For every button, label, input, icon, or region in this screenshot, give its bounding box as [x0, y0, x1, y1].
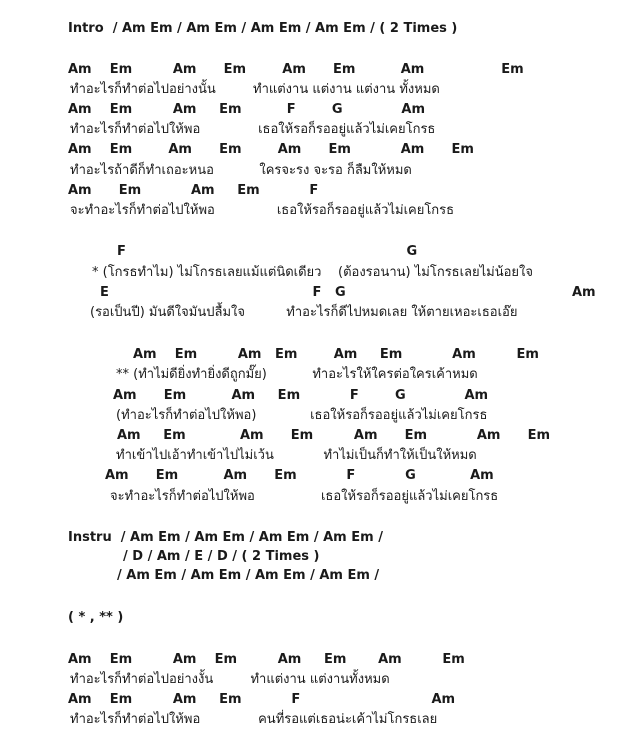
instru-line-2: / D / Am / E / D / ( 2 Times ) [123, 549, 320, 564]
repeat-marker: ( * , ** ) [68, 610, 124, 625]
outro-lyrics-2: ทำอะไรก็ทำต่อไปให้พอ คนที่รอแต่เธอน่ะเค้าไม่โกรธเลย [70, 712, 438, 727]
outro-lyrics-1: ทำอะไรก็ทำต่อไปอย่างงั้น ทำแต่งาน แต่งานทั้งหมด [70, 672, 390, 687]
bridge-chords-2: Am Em Am Em F G Am [113, 388, 489, 403]
chorus-lyrics-2: (รอเป็นปี) มันดีใจมันปลื้มใจ ทำอะไรก็ดีไปหมดเลย ให้ตายเหอะเธอเอ๊ย [90, 305, 518, 320]
instru-line-3: / Am Em / Am Em / Am Em / Am Em / [117, 568, 380, 583]
bridge-lyrics-1: ** (ทำไม่ดียิ่งทำยิ่งดีถูกมั๊ย) ทำอะไรให้ใครต่อใครเค้าหมด [116, 367, 478, 382]
bridge-chords-3: Am Em Am Em Am Em Am Em [117, 428, 551, 443]
chorus-chords-2: E F G Am [100, 285, 596, 300]
verse1-chords-3: Am Em Am Em Am Em Am Em [68, 142, 474, 157]
outro-chords-1: Am Em Am Em Am Em Am Em [68, 652, 465, 667]
bridge-lyrics-4: จะทำอะไรก็ทำต่อไปให้พอ เธอให้รอก็รออยู่แล้วไม่เคยโกรธ [110, 489, 499, 504]
instru-line-1: Instru / Am Em / Am Em / Am Em / Am Em / [68, 530, 383, 545]
chorus-lyrics-1: * (โกรธทำไม) ไม่โกรธเลยแม้แต่นิดเดียว (ต้องรอนาน) ไม่โกรธเลยไม่น้อยใจ [92, 265, 534, 280]
verse1-lyrics-3: ทำอะไรถ้าดีก็ทำเถอะหนอ ใครจะรง จะรอ ก็ลืมให้หมด [70, 163, 412, 178]
verse1-chords-1: Am Em Am Em Am Em Am Em [68, 62, 524, 77]
verse1-lyrics-1: ทำอะไรก็ทำต่อไปอย่างนั้น ทำแต่งาน แต่งาน แต่งาน ทั้งหมด [70, 82, 440, 97]
bridge-chords-4: Am Em Am Em F G Am [105, 468, 494, 483]
verse1-lyrics-2: ทำอะไรก็ทำต่อไปให้พอ เธอให้รอก็รออยู่แล้วไม่เคยโกรธ [70, 122, 436, 137]
bridge-lyrics-3: ทำเข้าไปเอ้าทำเข้าไปไม่เว้น ทำไม่เป็นก็ทำให้เป็นให้หมด [116, 448, 477, 463]
verse1-chords-4: Am Em Am Em F [68, 183, 319, 198]
outro-chords-2: Am Em Am Em F Am [68, 692, 456, 707]
bridge-chords-1: Am Em Am Em Am Em Am Em [133, 347, 539, 362]
verse1-lyrics-4: จะทำอะไรก็ทำต่อไปให้พอ เธอให้รอก็รออยู่แล้วไม่เคยโกรธ [70, 203, 455, 218]
chorus-chords-1: F G [117, 244, 418, 259]
bridge-lyrics-2: (ทำอะไรก็ทำต่อไปให้พอ) เธอให้รอก็รออยู่แล้วไม่เคยโกรธ [116, 408, 488, 423]
intro-line: Intro / Am Em / Am Em / Am Em / Am Em / ( 2 Times ) [68, 21, 458, 36]
verse1-chords-2: Am Em Am Em F G Am [68, 102, 425, 117]
